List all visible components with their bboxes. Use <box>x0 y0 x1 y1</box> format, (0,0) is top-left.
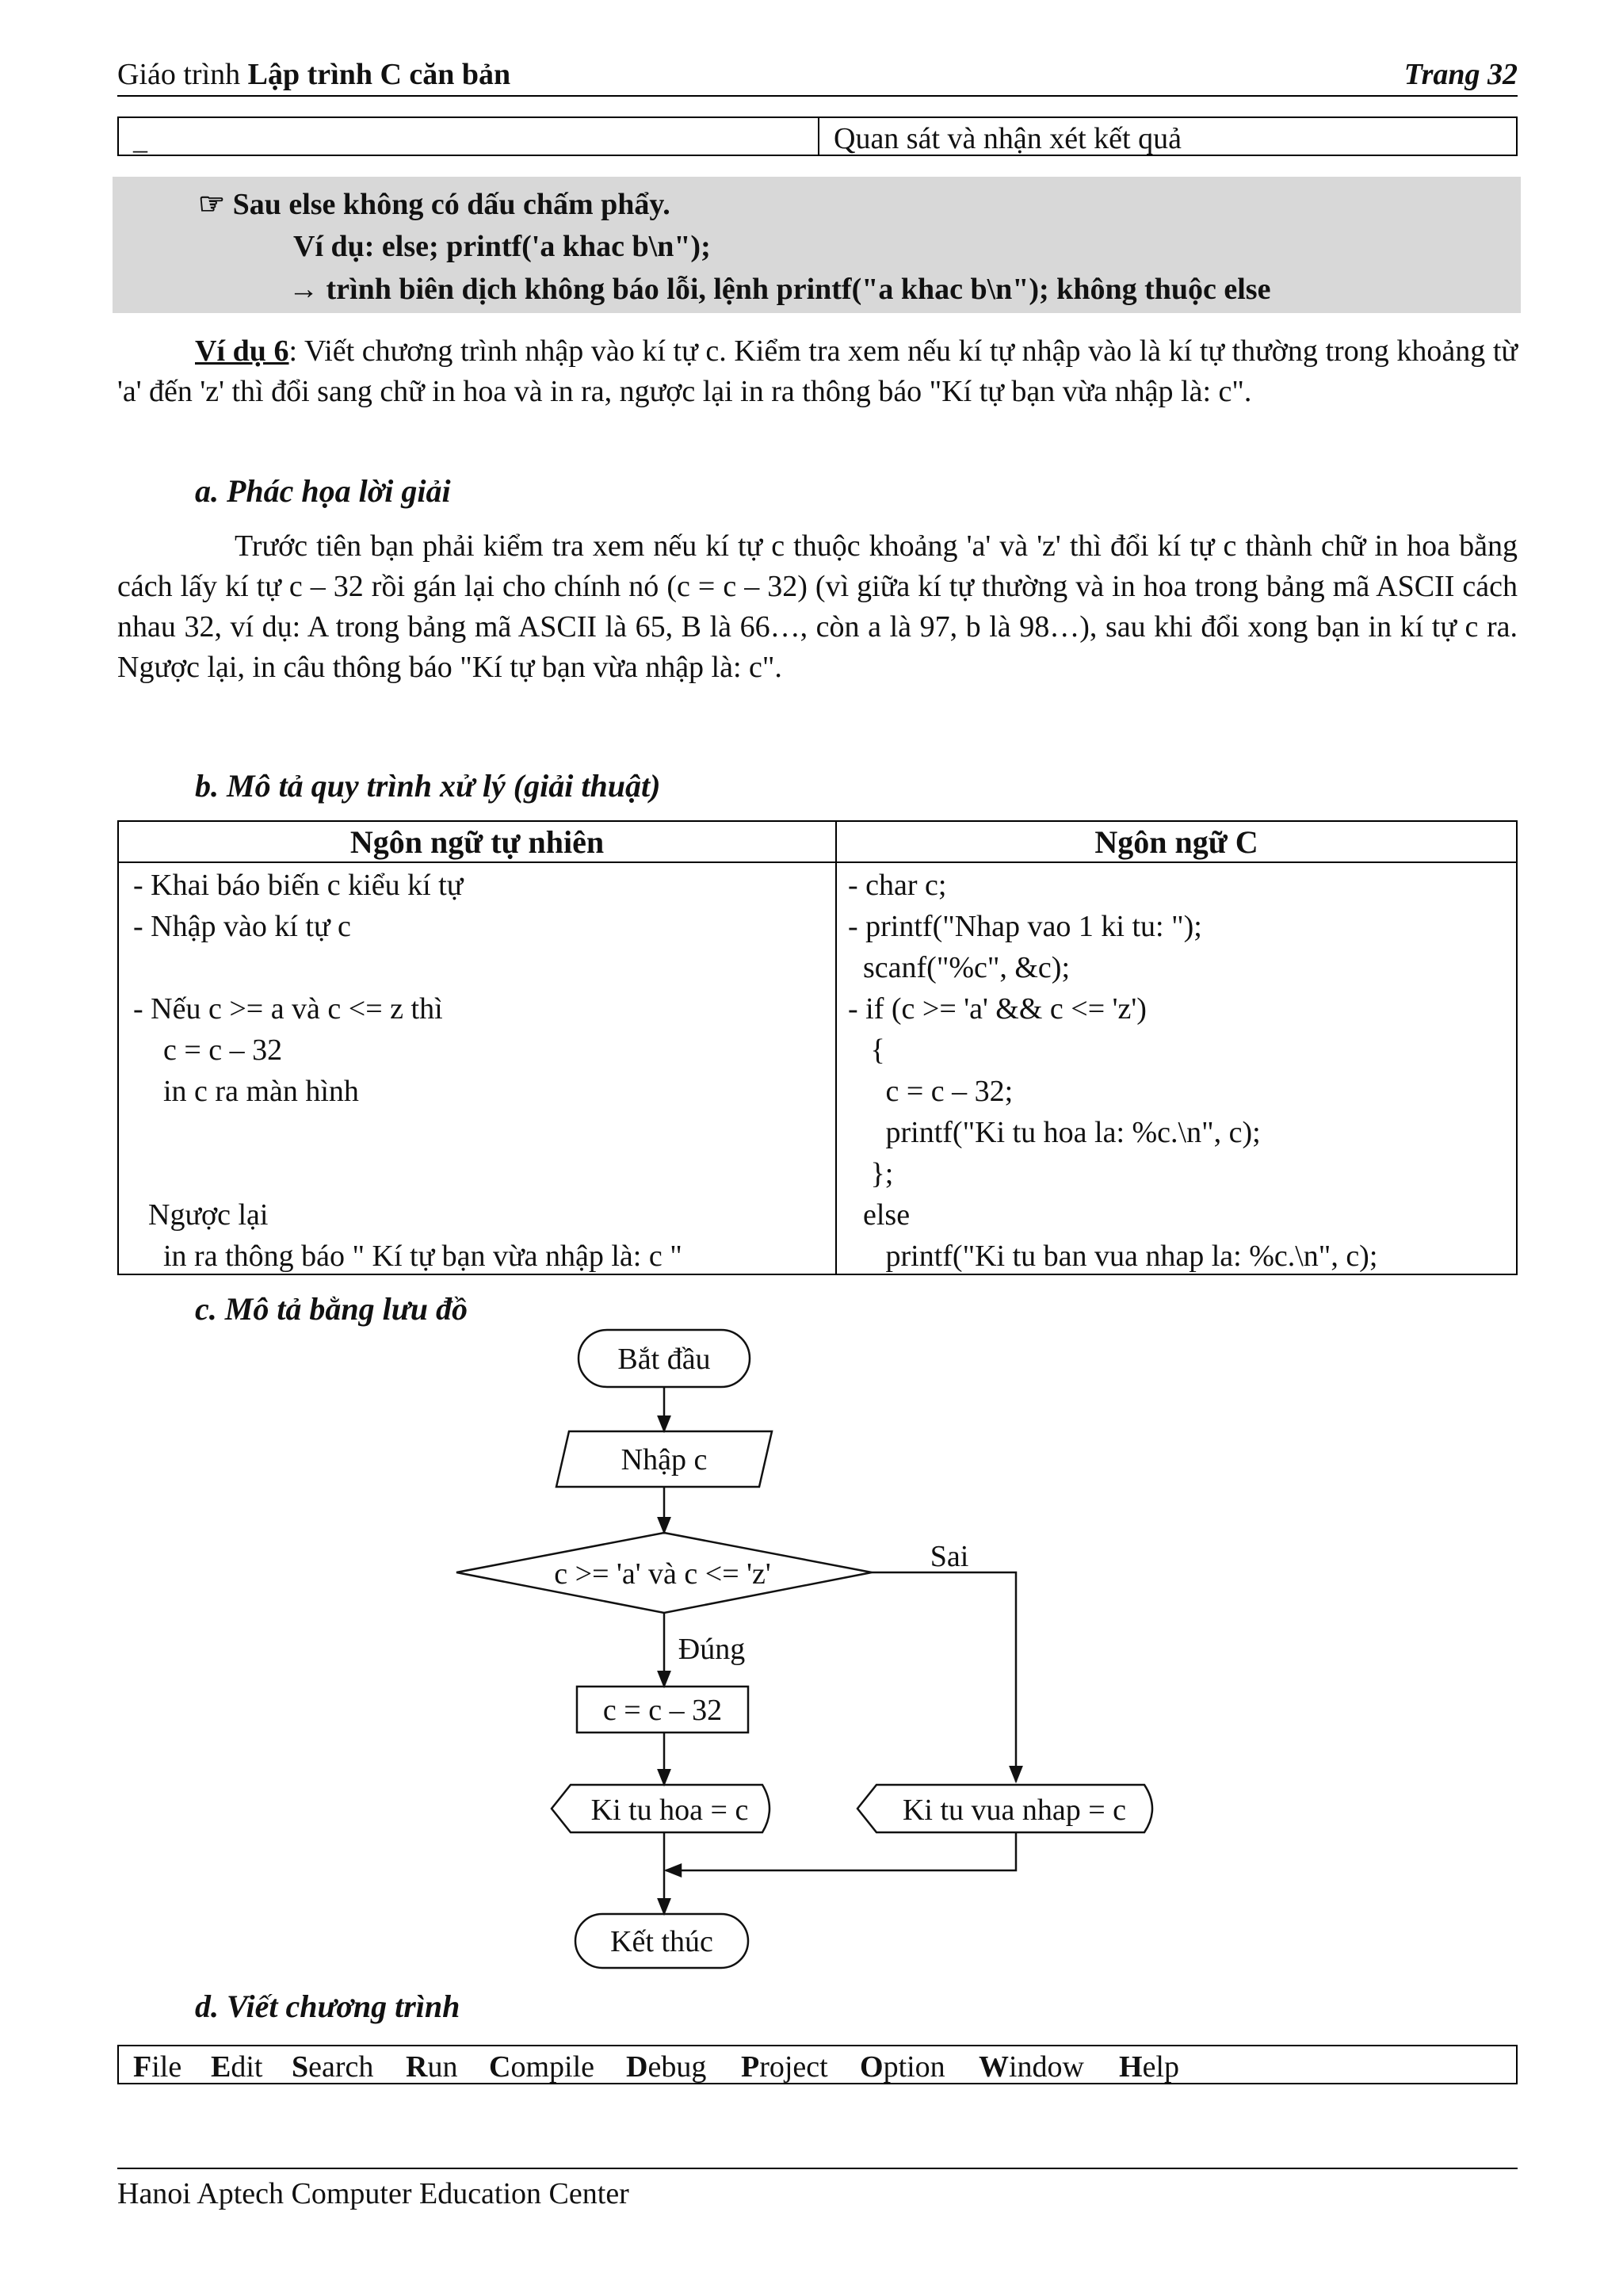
menu-item-file[interactable] <box>133 2050 181 2084</box>
menu-item-label-rest: un <box>427 2050 458 2084</box>
example-label: Ví dụ 6 <box>195 334 289 368</box>
menu-item-label-rest: ption <box>883 2050 945 2084</box>
menu-item-label-rest: indow <box>1009 2050 1084 2084</box>
menu-item-hotkey: D <box>626 2050 648 2084</box>
section-d-heading: d. Viết chương trình <box>195 1988 460 2024</box>
flow-yes-label: Đúng <box>678 1633 746 1666</box>
menu-item-compile[interactable] <box>489 2050 594 2084</box>
pointing-hand-icon: ☞ <box>198 188 226 221</box>
menu-item-search[interactable] <box>292 2050 373 2084</box>
flow-arrow-decision-no <box>872 1572 1016 1782</box>
course-prefix: Giáo trình <box>117 58 248 91</box>
column-header-c: Ngôn ngữ C <box>1094 824 1258 860</box>
menu-item-hotkey: F <box>133 2050 152 2084</box>
menu-item-label-rest: ompile <box>510 2050 594 2084</box>
c-code-line: }; <box>848 1157 894 1190</box>
flow-process-label: c = c – 32 <box>602 1694 723 1727</box>
section-a-text: Trước tiên bạn phải kiểm tra xem nếu kí tự c thuộc khoảng 'a' và 'z' thì đổi kí tự c thành chữ in hoa bằng cách lấy kí tự c – 32 rồi gán lại cho chính nó (c = c – 32) (vì giữa kí tự thường và in hoa trong bảng mã ASCII cách nhau 32, ví dụ: A trong bảng mã ASCII là 65, B là 66…, còn a là 97, b là 98…), sau khi đổi xong bạn in kí tự c ra. Ngược lại, in câu thông báo "Kí tự bạn vừa nhập là: c". <box>117 529 1518 684</box>
menu-item-hotkey: C <box>489 2050 511 2084</box>
menu-item-run[interactable] <box>406 2050 457 2084</box>
natural-line: Ngược lại <box>133 1198 269 1232</box>
note-line-2: Ví dụ: else; printf('a khac b\n"); <box>293 230 711 263</box>
menu-item-hotkey: P <box>741 2050 760 2084</box>
top-table-right-cell: Quan sát và nhận xét kết quả <box>834 122 1182 155</box>
section-b-heading: b. Mô tả quy trình xử lý (giải thuật) <box>195 768 661 804</box>
flow-input-label: Nhập c <box>621 1443 708 1477</box>
course-title: Lập trình C căn bản <box>247 58 511 91</box>
menu-item-debug[interactable] <box>626 2050 706 2084</box>
natural-line: - Nếu c >= a và c <= z thì <box>133 992 443 1026</box>
flow-arrow-merge <box>666 1832 1016 1870</box>
note-line-1-text: Sau else không có dấu chấm phẩy. <box>232 188 670 221</box>
c-code-line: - printf("Nhap vao 1 ki tu: "); <box>848 910 1202 943</box>
c-code-line: scanf("%c", &c); <box>848 951 1071 984</box>
natural-line: in ra thông báo " Kí tự bạn vừa nhập là: c " <box>133 1240 682 1273</box>
c-code-line: printf("Ki tu hoa la: %c.\n", c); <box>848 1116 1261 1149</box>
flow-decision-label: c >= 'a' và c <= 'z' <box>554 1557 771 1591</box>
menu-item-project[interactable] <box>741 2050 828 2084</box>
natural-line: - Nhập vào kí tự c <box>133 910 351 943</box>
c-code-line: - if (c >= 'a' && c <= 'z') <box>848 992 1147 1026</box>
menu-item-label-rest: earch <box>308 2050 374 2084</box>
menu-item-label-rest: roject <box>759 2050 828 2084</box>
flow-output-yes-label: Ki tu hoa = c <box>590 1794 749 1827</box>
natural-line: c = c – 32 <box>133 1033 283 1067</box>
menu-item-hotkey: S <box>292 2050 309 2084</box>
natural-line: in c ra màn hình <box>133 1075 359 1108</box>
menu-item-label-rest: dit <box>231 2050 263 2084</box>
flow-output-no-label: Ki tu vua nhap = c <box>902 1794 1127 1827</box>
flow-end-label: Kết thúc <box>610 1925 713 1958</box>
c-code-line: else <box>848 1198 911 1232</box>
page-number: Trang 32 <box>1403 58 1518 91</box>
menu-item-hotkey: H <box>1119 2050 1143 2084</box>
menu-item-hotkey: W <box>979 2050 1009 2084</box>
page-footer: Hanoi Aptech Computer Education Center <box>117 2177 629 2210</box>
menu-item-hotkey: O <box>860 2050 884 2084</box>
menu-item-label-rest: ile <box>151 2050 182 2084</box>
ide-menu-bar <box>117 2045 1518 2084</box>
section-c-heading: c. Mô tả bằng lưu đồ <box>195 1291 468 1327</box>
c-code-line: - char c; <box>848 869 947 902</box>
menu-item-label-rest: elp <box>1142 2050 1179 2084</box>
flow-start-label: Bắt đầu <box>617 1343 711 1376</box>
menu-item-edit[interactable] <box>211 2050 262 2084</box>
footer-rule <box>117 2168 1518 2169</box>
flow-no-label: Sai <box>930 1540 969 1573</box>
column-header-natural: Ngôn ngữ tự nhiên <box>349 824 605 860</box>
menu-item-window[interactable] <box>979 2050 1084 2084</box>
example-text: : Viết chương trình nhập vào kí tự c. Kiểm tra xem nếu kí tự nhập vào là kí tự thường trong khoảng từ 'a' đến 'z' thì đổi sang chữ in hoa và in ra, ngược lại in ra thông báo "Kí tự bạn vừa nhập là: c". <box>117 334 1518 408</box>
menu-item-label-rest: ebug <box>647 2050 707 2084</box>
note-line-3: → trình biên dịch không báo lỗi, lệnh printf("a khac b\n"); không thuộc else <box>288 273 1271 306</box>
menu-item-option[interactable] <box>860 2050 945 2084</box>
menu-item-help[interactable] <box>1119 2050 1179 2084</box>
c-code-line: { <box>848 1033 885 1067</box>
section-a-heading: a. Phác họa lời giải <box>195 473 451 509</box>
natural-line: - Khai báo biến c kiểu kí tự <box>133 869 464 902</box>
menu-item-hotkey: R <box>406 2050 428 2084</box>
c-code-line: printf("Ki tu ban vua nhap la: %c.\n", c); <box>848 1240 1378 1273</box>
menu-item-hotkey: E <box>211 2050 231 2084</box>
c-code-line: c = c – 32; <box>848 1075 1014 1108</box>
top-table-left-cell: _ <box>133 124 147 155</box>
